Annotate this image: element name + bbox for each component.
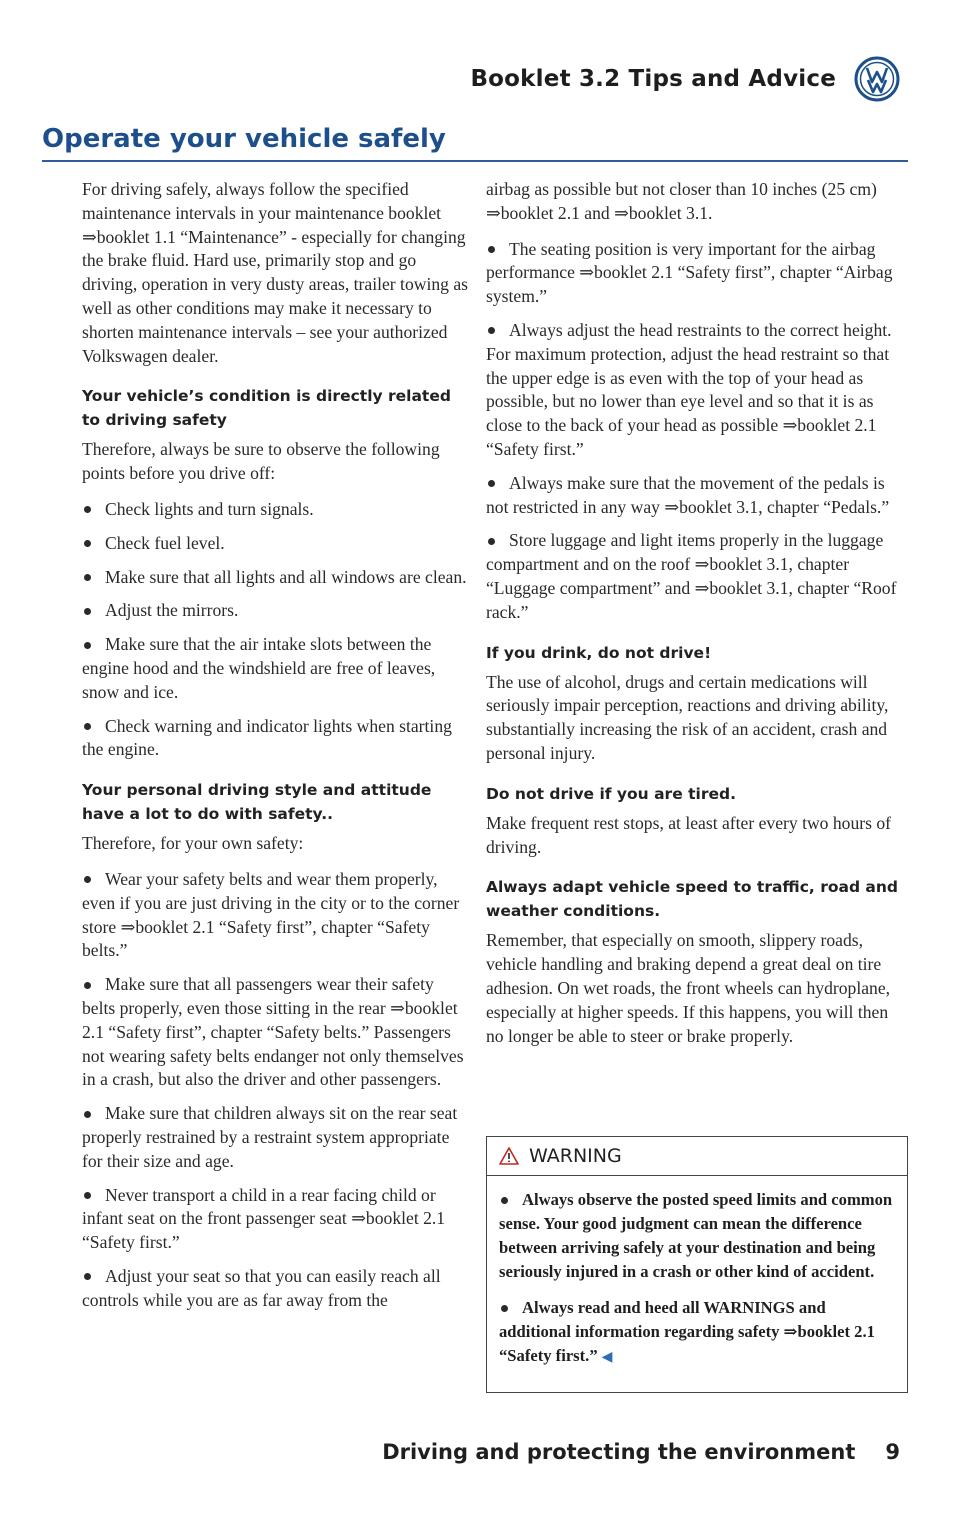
warning-box: [486, 1136, 908, 1393]
warning-body: [487, 1176, 907, 1392]
intro-paragraph: For driving safely, always follow the specified maintenance intervals in your maintenance booklet ⇒booklet 1.1 “Maintenance” - especially for changing the brake fluid. Hard use, primarily stop and go driving, operation in very dusty areas, trailer towing as well as other conditions may make it necessary to shorten maintenance intervals – see your authorized Volkswagen dealer.: [82, 179, 468, 366]
heading-adapt-speed: Always adapt vehicle speed to traffic, road and weather conditions.: [486, 878, 899, 921]
warning-label: WARNING: [529, 1145, 622, 1167]
list-item-text: Always make sure that the movement of the pedals is not restricted in any way ⇒booklet 3.1, chapter “Pedals.”: [486, 472, 890, 517]
list-item: [486, 319, 908, 462]
list-item: [82, 1184, 468, 1255]
list-item-text: Never transport a child in a rear facing child or infant seat on the front passenger seat ⇒booklet 2.1 “Safety first.”: [82, 1184, 446, 1253]
paragraph-road-conditions: Remember, that especially on smooth, slippery roads, vehicle handling and braking depend a great deal on tire adhesion. On wet roads, the front wheels can hydroplane, especially at higher speeds. If this happens, you will then no longer be able to steer or brake properly.: [486, 930, 891, 1046]
bullet-icon: [84, 608, 91, 615]
list-item: [82, 599, 468, 623]
bullet-icon: [84, 540, 91, 547]
bullet-icon: [488, 246, 495, 253]
list-item-text: Make sure that all passengers wear their safety belts properly, even those sitting in the rear ⇒booklet 2.1 “Safety first”, chapter “Safety belts.” Passengers not wearing safety belts endanger not only themselves in a crash, but also the driver and other passengers.: [82, 974, 464, 1090]
list-item: [486, 529, 908, 624]
list-item-text: Make sure that the air intake slots between the engine hood and the windshield are free of leaves, snow and ice.: [82, 634, 436, 702]
heading-tired: Do not drive if you are tired.: [486, 784, 736, 803]
page-header: [470, 56, 900, 102]
list-item: [82, 498, 468, 522]
right-column: [486, 178, 908, 1060]
list-item: [486, 472, 908, 520]
list-item-text: Check fuel level.: [105, 532, 225, 553]
paragraph-checklist-intro: Therefore, always be sure to observe the following points before you drive off:: [82, 439, 440, 484]
list-item-text: Check warning and indicator lights when starting the engine.: [82, 715, 452, 760]
bullet-icon: [488, 480, 495, 487]
footer-chapter-title: Driving and protecting the environment: [382, 1440, 856, 1464]
section-title: Operate your vehicle safely: [42, 124, 446, 154]
list-item-text: Always read and heed all WARNINGS and additional information regarding safety ⇒booklet 2.1 “Safety first.”: [499, 1298, 875, 1365]
warning-triangle-icon: [499, 1147, 519, 1165]
list-item-text: Adjust the mirrors.: [105, 600, 239, 621]
bullet-icon: [84, 1192, 91, 1199]
continued-paragraph: airbag as possible but not closer than 10 inches (25 cm) ⇒booklet 2.1 and ⇒booklet 3.1.: [486, 179, 877, 223]
checklist-before-driving: [82, 498, 468, 762]
list-item: [486, 238, 908, 309]
list-item-text: Always observe the posted speed limits and common sense. Your good judgment can mean the difference between arriving safely at your destination and being seriously injured in a crash or other kind of accident.: [499, 1190, 893, 1281]
list-item-text: Wear your safety belts and wear them properly, even if you are just driving in the city or to the corner store ⇒booklet 2.1 “Safety first”, chapter “Safety belts.”: [82, 868, 460, 961]
bullet-icon: [501, 1305, 508, 1312]
warning-list: [499, 1188, 895, 1370]
list-item-text: Always adjust the head restraints to the correct height. For maximum protection, adjust the head restraint so that the upper edge is as even with the top of your head as possible, but no lower than eye level and so that it is as close to the back of your head as possible ⇒booklet 2.1 “Safety first.”: [486, 319, 892, 459]
booklet-title: Booklet 3.2 Tips and Advice: [470, 66, 836, 92]
heading-drink-drive: If you drink, do not drive!: [486, 643, 712, 662]
list-item: [82, 715, 468, 763]
list-item: [82, 973, 468, 1092]
page-number: 9: [885, 1440, 900, 1464]
list-item: [82, 566, 468, 590]
heading-vehicle-condition: Your vehicle’s condition is directly related to driving safety: [82, 387, 451, 430]
list-item: [499, 1188, 895, 1284]
warning-header: [487, 1137, 907, 1176]
list-item-text: Store luggage and light items properly in the luggage compartment and on the roof ⇒booklet 3.1, chapter “Luggage compartment” and ⇒booklet 3.1, chapter “Roof rack.”: [486, 530, 897, 622]
bullet-icon: [84, 723, 91, 730]
bullet-icon: [488, 538, 495, 545]
bullet-icon: [488, 327, 495, 334]
list-item: [82, 868, 468, 963]
paragraph-rest-stops: Make frequent rest stops, at least after every two hours of driving.: [486, 812, 892, 857]
paragraph-alcohol: The use of alcohol, drugs and certain medications will seriously impair perception, reactions and driving ability, substantially increasing the risk of an accident, crash and personal injury.: [486, 671, 889, 763]
list-item: [499, 1296, 895, 1370]
list-item-text: Make sure that all lights and all windows are clean.: [105, 566, 467, 587]
bullet-icon: [501, 1197, 508, 1204]
bullet-icon: [84, 876, 91, 883]
bullet-icon: [84, 574, 91, 581]
heading-driving-style: Your personal driving style and attitude have a lot to do with safety..: [82, 781, 432, 824]
list-item-text: The seating position is very important for the airbag performance ⇒booklet 2.1 “Safety first”, chapter “Airbag system.”: [486, 238, 893, 307]
list-item: [82, 633, 468, 704]
page-footer: [382, 1440, 900, 1464]
left-column: [82, 178, 468, 1322]
list-item: [82, 532, 468, 556]
seating-list: [486, 238, 908, 625]
list-item: [82, 1265, 468, 1313]
paragraph-own-safety: Therefore, for your own safety:: [82, 833, 304, 854]
bullet-icon: [84, 982, 91, 989]
vw-logo-icon: [854, 56, 900, 102]
bullet-icon: [84, 642, 91, 649]
bullet-icon: [84, 1111, 91, 1118]
list-item-text: Adjust your seat so that you can easily reach all controls while you are as far away from the: [82, 1265, 441, 1310]
list-item-text: Make sure that children always sit on the rear seat properly restrained by a restraint system appropriate for their size and age.: [82, 1103, 458, 1171]
list-item-text: Check lights and turn signals.: [105, 498, 314, 519]
bullet-icon: [84, 1273, 91, 1280]
title-divider: [42, 160, 908, 162]
bullet-icon: [84, 506, 91, 513]
end-of-section-icon: ◀: [601, 1350, 613, 1365]
list-item: [82, 1102, 468, 1173]
safety-list: [82, 868, 468, 1313]
